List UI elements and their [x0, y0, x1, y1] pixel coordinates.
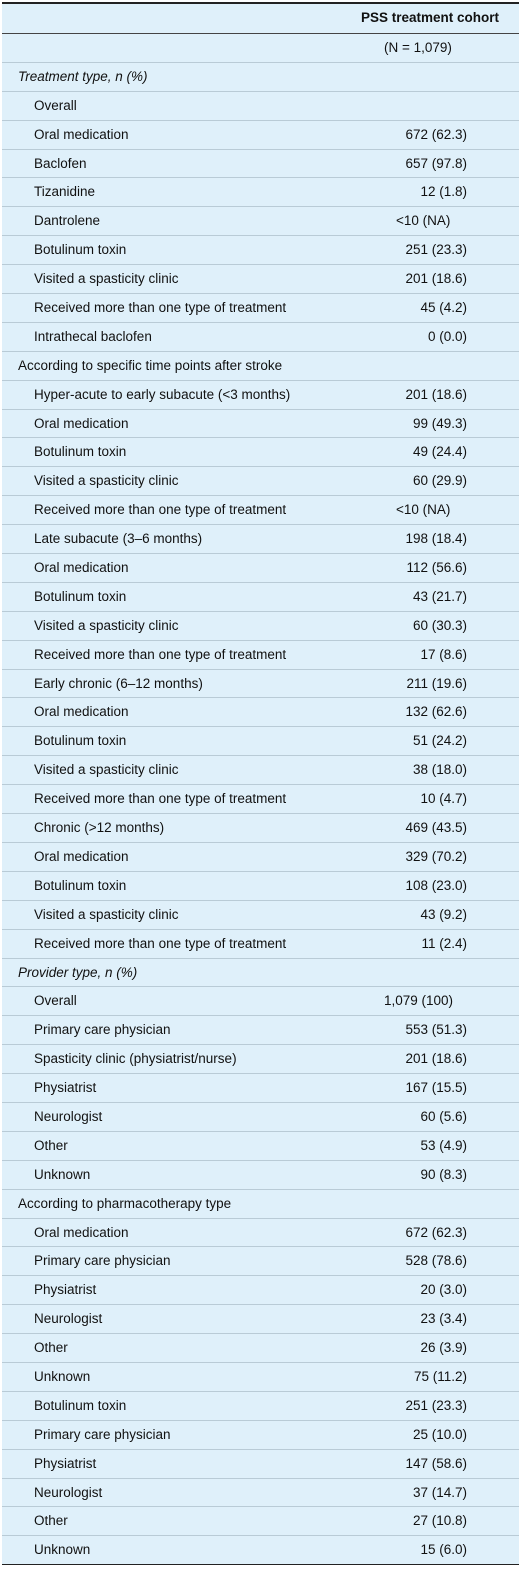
table-row: [2, 1421, 519, 1450]
row-label: According to specific time points after stroke: [18, 357, 283, 373]
row-value: 132 (62.6): [405, 704, 467, 720]
row-label: Chronic (>12 months): [34, 820, 165, 836]
row-value: 469 (43.5): [405, 820, 467, 836]
table-row: [2, 1334, 519, 1363]
table-row: [2, 987, 519, 1016]
row-value: 528 (78.6): [405, 1253, 467, 1269]
table-row: [2, 410, 519, 439]
table-row: [2, 727, 519, 756]
row-label: Unknown: [34, 1368, 91, 1384]
row-label: Overall: [34, 993, 77, 1009]
table-row: [2, 1392, 519, 1421]
row-value: 198 (18.4): [405, 531, 467, 547]
row-value: 26 (3.9): [420, 1340, 467, 1356]
table-row: [2, 930, 519, 959]
row-label: Oral medication: [34, 560, 129, 576]
row-value: 20 (3.0): [420, 1282, 467, 1298]
table-row: [2, 1103, 519, 1132]
row-label: Botulinum toxin: [34, 242, 127, 258]
row-label: Neurologist: [34, 1311, 103, 1327]
n-label: (N = 1,079): [384, 40, 452, 55]
row-label: Other: [34, 1137, 68, 1153]
row-value: 53 (4.9): [420, 1137, 467, 1153]
table-row: [2, 1219, 519, 1248]
row-label: Primary care physician: [34, 1022, 171, 1038]
table-body: [2, 63, 519, 1565]
table-row: [2, 381, 519, 410]
table-row: [2, 1450, 519, 1479]
row-value: 10 (4.7): [420, 791, 467, 807]
row-label: Other: [34, 1513, 68, 1529]
row-value: 25 (10.0): [412, 1426, 467, 1442]
row-value: 211 (19.6): [406, 675, 467, 691]
row-value: 329 (70.2): [405, 848, 467, 864]
row-label: Oral medication: [34, 1224, 129, 1240]
row-value: 45 (4.2): [420, 300, 467, 316]
row-value: 49 (24.4): [412, 444, 467, 460]
table-row: [2, 1074, 519, 1103]
table-row: [2, 670, 519, 699]
row-value: 108 (23.0): [405, 877, 467, 893]
row-label: Visited a spasticity clinic: [34, 473, 179, 489]
row-value: 672 (62.3): [405, 126, 467, 142]
row-value: 201 (18.6): [405, 386, 467, 402]
table-row: [2, 959, 519, 988]
table-header: [2, 2, 519, 34]
row-value: <10 (NA): [396, 213, 451, 229]
row-label: Visited a spasticity clinic: [34, 271, 179, 287]
table-row: [2, 785, 519, 814]
row-label: Botulinum toxin: [34, 1397, 127, 1413]
table-row: [2, 150, 519, 179]
row-value: 112 (56.6): [406, 560, 467, 576]
row-label: Overall: [34, 97, 77, 113]
row-value: 1,079 (100): [384, 993, 454, 1009]
table-row: [2, 236, 519, 265]
table-row: [2, 872, 519, 901]
row-label: Dantrolene: [34, 213, 101, 229]
table-row: [2, 63, 519, 92]
table-row: [2, 1161, 519, 1190]
row-label: Botulinum toxin: [34, 733, 127, 749]
row-value: 27 (10.8): [412, 1513, 467, 1529]
row-label: Physiatrist: [34, 1455, 97, 1471]
row-label: Hyper-acute to early subacute (<3 months): [34, 386, 291, 402]
table-row: [2, 901, 519, 930]
row-value: 251 (23.3): [405, 242, 467, 258]
row-label: According to pharmacotherapy type: [18, 1195, 232, 1211]
table-row: [2, 583, 519, 612]
table-row: [2, 178, 519, 207]
table-row: [2, 1247, 519, 1276]
row-label: Visited a spasticity clinic: [34, 762, 179, 778]
row-label: Provider type, n (%): [18, 964, 138, 980]
row-value: 11 (2.4): [421, 935, 467, 951]
row-label: Other: [34, 1340, 68, 1356]
row-value: 0 (0.0): [427, 328, 467, 344]
table-row: [2, 207, 519, 236]
table-row: [2, 1479, 519, 1508]
row-label: Oral medication: [34, 848, 129, 864]
row-value: 51 (24.2): [412, 733, 467, 749]
table-row: [2, 1536, 519, 1565]
row-value: <10 (NA): [396, 502, 451, 518]
row-value: 17 (8.6): [420, 646, 467, 662]
treatment-table: [2, 2, 519, 1565]
row-value: 38 (18.0): [412, 762, 467, 778]
row-value: 201 (18.6): [405, 1051, 467, 1067]
row-label: Botulinum toxin: [34, 444, 127, 460]
table-row: [2, 1305, 519, 1334]
row-label: Physiatrist: [34, 1080, 97, 1096]
row-label: Primary care physician: [34, 1426, 171, 1442]
row-label: Oral medication: [34, 126, 129, 142]
table-row: [2, 496, 519, 525]
row-label: Received more than one type of treatment: [34, 300, 287, 316]
n-row: [2, 34, 519, 63]
table-row: [2, 641, 519, 670]
row-label: Visited a spasticity clinic: [34, 906, 179, 922]
row-label: Intrathecal baclofen: [34, 328, 152, 344]
row-value: 23 (3.4): [420, 1311, 467, 1327]
row-value: 43 (9.2): [420, 906, 467, 922]
table-row: [2, 438, 519, 467]
table-row: [2, 1276, 519, 1305]
row-value: 90 (8.3): [420, 1166, 467, 1182]
row-label: Unknown: [34, 1542, 91, 1558]
column-header: PSS treatment cohort: [360, 10, 499, 25]
row-value: 251 (23.3): [405, 1397, 467, 1413]
row-value: 60 (29.9): [412, 473, 467, 489]
row-value: 75 (11.2): [413, 1368, 467, 1384]
table-row: [2, 612, 519, 641]
row-value: 60 (5.6): [420, 1108, 467, 1124]
table-row: [2, 525, 519, 554]
table-row: [2, 1190, 519, 1219]
row-value: 60 (30.3): [412, 617, 467, 633]
row-value: 167 (15.5): [405, 1080, 467, 1096]
table-row: [2, 554, 519, 583]
table-row: [2, 1132, 519, 1161]
row-value: 37 (14.7): [412, 1484, 467, 1500]
row-value: 201 (18.6): [405, 271, 467, 287]
table-row: [2, 352, 519, 381]
row-value: 147 (58.6): [405, 1455, 467, 1471]
row-label: Botulinum toxin: [34, 877, 127, 893]
row-label: Received more than one type of treatment: [34, 502, 287, 518]
row-label: Received more than one type of treatment: [34, 791, 287, 807]
row-value: 672 (62.3): [405, 1224, 467, 1240]
row-value: 99 (49.3): [412, 415, 467, 431]
table-row: [2, 1363, 519, 1392]
table-row: [2, 92, 519, 121]
row-label: Botulinum toxin: [34, 588, 127, 604]
table-row: [2, 467, 519, 496]
table-row: [2, 698, 519, 727]
table-row: [2, 756, 519, 785]
row-value: 553 (51.3): [405, 1022, 467, 1038]
row-label: Neurologist: [34, 1108, 103, 1124]
table-row: [2, 121, 519, 150]
table-row: [2, 323, 519, 352]
row-label: Physiatrist: [34, 1282, 97, 1298]
table-row: [2, 1045, 519, 1074]
table-row: [2, 265, 519, 294]
row-label: Visited a spasticity clinic: [34, 617, 179, 633]
row-value: 15 (6.0): [420, 1542, 467, 1558]
table-row: [2, 1507, 519, 1536]
row-label: Tizanidine: [34, 184, 96, 200]
row-value: 12 (1.8): [420, 184, 467, 200]
table-row: [2, 843, 519, 872]
row-label: Neurologist: [34, 1484, 103, 1500]
row-label: Unknown: [34, 1166, 91, 1182]
row-label: Received more than one type of treatment: [34, 935, 287, 951]
table-row: [2, 1016, 519, 1045]
row-label: Early chronic (6–12 months): [34, 675, 203, 691]
row-value: 657 (97.8): [405, 155, 467, 171]
row-label: Late subacute (3–6 months): [34, 531, 203, 547]
row-label: Spasticity clinic (physiatrist/nurse): [34, 1051, 237, 1067]
row-label: Primary care physician: [34, 1253, 171, 1269]
row-label: Oral medication: [34, 415, 129, 431]
row-label: Baclofen: [34, 155, 87, 171]
row-label: Oral medication: [34, 704, 129, 720]
row-label: Received more than one type of treatment: [34, 646, 287, 662]
row-value: 43 (21.7): [412, 588, 467, 604]
row-label: Treatment type, n (%): [18, 68, 148, 84]
table-row: [2, 814, 519, 843]
table-row: [2, 294, 519, 323]
